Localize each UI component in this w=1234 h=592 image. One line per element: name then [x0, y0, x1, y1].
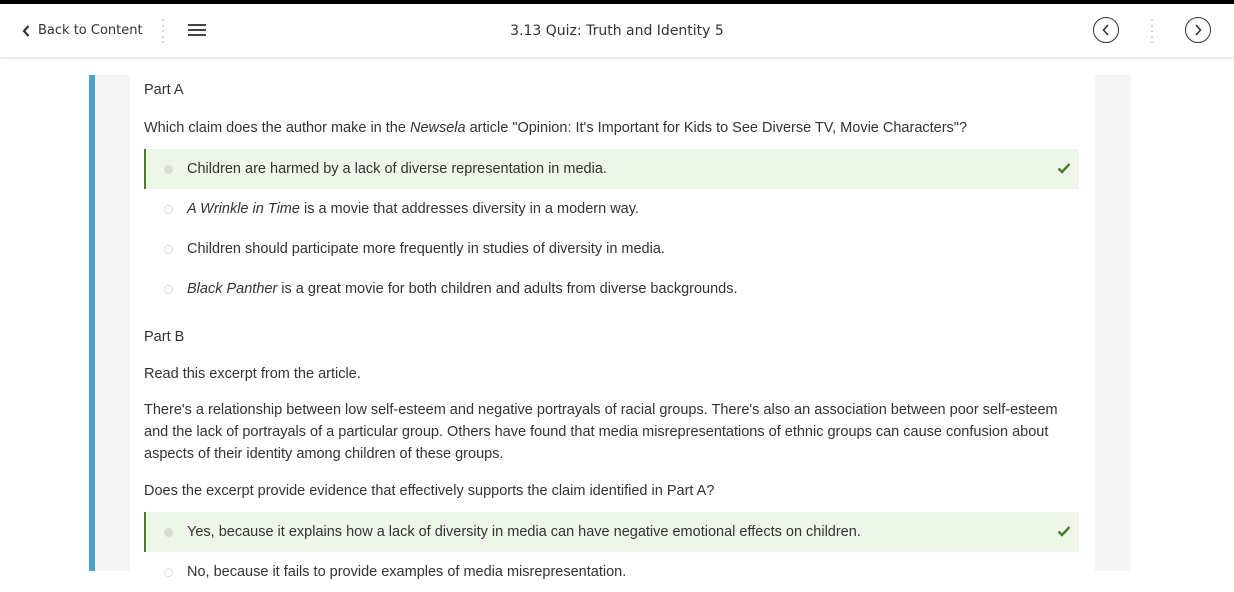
chevron-left-icon — [22, 25, 30, 37]
hamburger-menu-icon[interactable] — [188, 24, 206, 38]
checkmark-icon — [1057, 162, 1071, 174]
circle-chevron-left-icon — [1101, 24, 1111, 36]
radio-button[interactable] — [164, 205, 173, 214]
excerpt-text: There's a relationship between low self-esteem and negative portrayals of racial groups. There's also an association between poor self-esteem and the lack of portrayals of a particular group. Others have found that media misrepresentations of ethnic groups can cause confusion about aspects of their identity among children of these groups. — [144, 402, 1058, 462]
option-label: Black Panther is a great movie for both children and adults from diverse backgrounds. — [187, 281, 738, 297]
part-a-heading: Part A — [144, 82, 184, 98]
page-title: 3.13 Quiz: Truth and Identity 5 — [510, 22, 724, 39]
option-label: Children should participate more frequently in studies of diversity in media. — [187, 241, 665, 257]
option-label: No, because it fails to provide examples of media misrepresentation. — [187, 564, 627, 580]
next-button[interactable] — [1185, 17, 1211, 43]
quiz-content-area[interactable] — [89, 75, 1131, 580]
part-a-option-2[interactable] — [144, 189, 1079, 229]
back-to-content-label: Back to Content — [38, 23, 143, 38]
radio-button[interactable] — [164, 165, 173, 174]
part-b-question: Does the excerpt provide evidence that effectively supports the claim identified in Part A? — [144, 483, 715, 499]
header-bar — [0, 4, 1234, 58]
accent-bar — [89, 75, 95, 571]
radio-button[interactable] — [164, 285, 173, 294]
divider-dots — [1150, 19, 1154, 43]
option-label: Children are harmed by a lack of diverse representation in media. — [187, 161, 607, 177]
part-a-question: Which claim does the author make in the Newsela article "Opinion: It's Important for Kids to See Diverse TV, Movie Characters"? — [144, 120, 968, 136]
part-a-option-3[interactable] — [144, 229, 1079, 269]
part-b-option-1[interactable] — [144, 512, 1079, 552]
part-a-option-1[interactable] — [144, 149, 1079, 189]
radio-button[interactable] — [164, 568, 173, 577]
option-label: Yes, because it explains how a lack of diversity in media can have negative emotional effects on children. — [187, 524, 861, 540]
back-to-content-link[interactable] — [22, 4, 143, 57]
divider-dots — [161, 19, 165, 43]
part-b-option-2[interactable] — [144, 552, 1079, 592]
part-b-intro: Read this excerpt from the article. — [144, 366, 361, 382]
radio-button[interactable] — [164, 528, 173, 537]
checkmark-icon — [1057, 525, 1071, 537]
circle-chevron-right-icon — [1193, 24, 1203, 36]
radio-button[interactable] — [164, 245, 173, 254]
option-label: A Wrinkle in Time is a movie that addresses diversity in a modern way. — [187, 201, 639, 217]
question-panel — [130, 75, 1095, 580]
part-b-heading: Part B — [144, 329, 185, 345]
part-a-option-4[interactable] — [144, 269, 1079, 309]
previous-button[interactable] — [1093, 17, 1119, 43]
